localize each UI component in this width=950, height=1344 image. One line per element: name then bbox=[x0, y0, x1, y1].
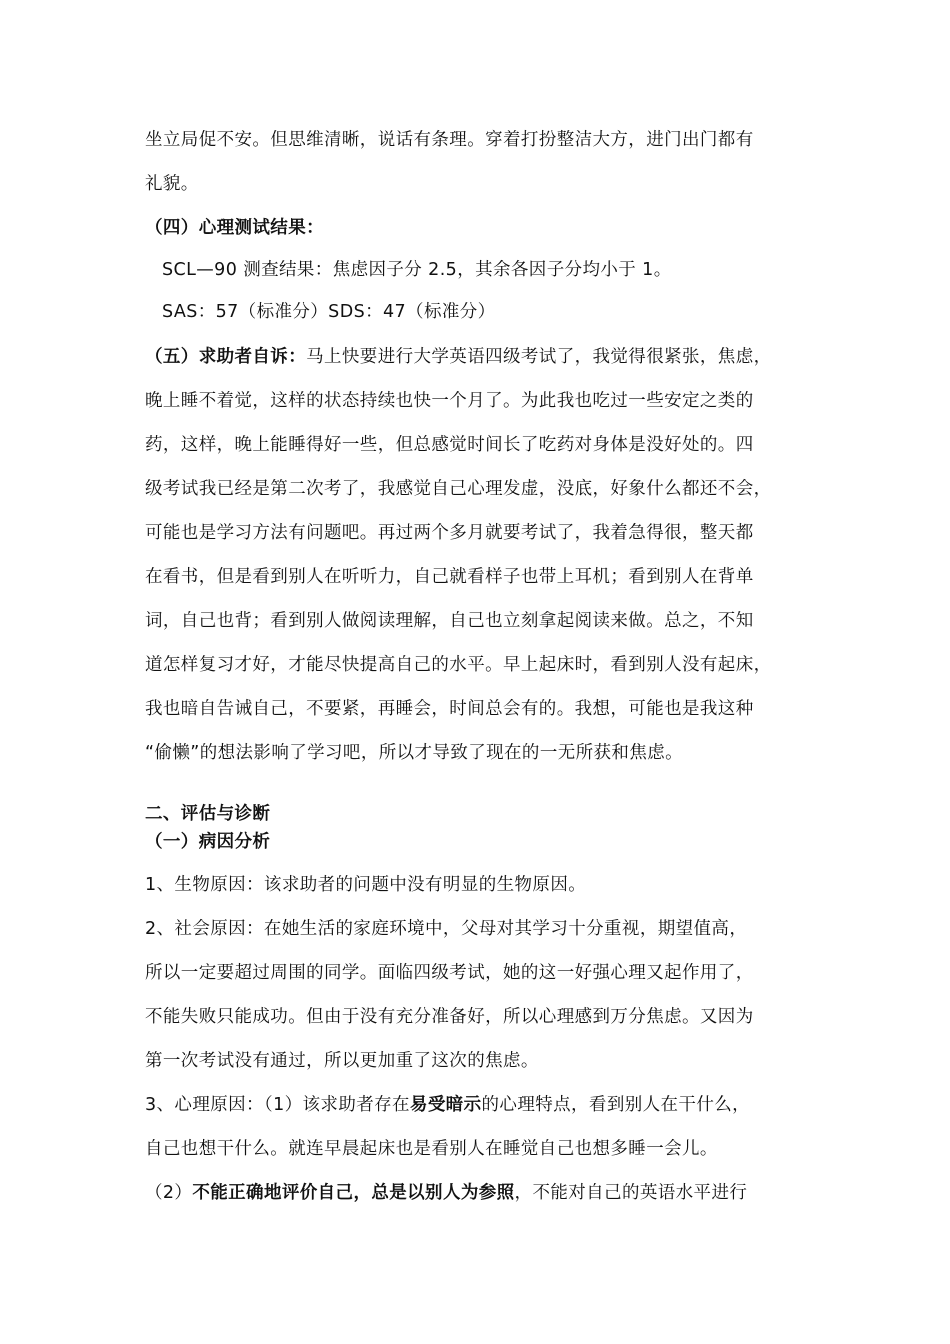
text-run: 礼貌。 bbox=[145, 174, 199, 194]
section-heading bbox=[145, 216, 324, 240]
bold-text-run: （一）病因分析 bbox=[145, 832, 271, 852]
test-result-line bbox=[162, 300, 496, 324]
text-run: 道怎样复习才好，才能尽快提高自己的水平。早上起床时，看到别人没有起床， bbox=[145, 655, 772, 675]
text-run: 在看书，但是看到别人在听听力，自己就看样子也带上耳机；看到别人在背单 bbox=[145, 567, 754, 587]
section-heading bbox=[145, 830, 270, 854]
text-run: 级考试我已经是第二次考了，我感觉自己心理发虚，没底，好象什么都还不会， bbox=[145, 479, 772, 499]
text-run: 1、生物原因：该求助者的问题中没有明显的生物原因。 bbox=[145, 875, 587, 895]
bold-text-run: 易受暗示 bbox=[409, 1095, 482, 1115]
paragraph-line bbox=[145, 389, 754, 413]
text-run: 第一次考试没有通过，所以更加重了这次的焦虑。 bbox=[145, 1051, 539, 1071]
chapter-heading bbox=[145, 802, 270, 826]
bold-text-run: （五）求助者自诉： bbox=[145, 347, 307, 367]
text-run: （2） bbox=[145, 1183, 193, 1203]
paragraph-line bbox=[145, 961, 754, 985]
bold-text-run: 不能正确地评价自己，总是以别人为参照 bbox=[192, 1183, 515, 1203]
paragraph-line bbox=[145, 128, 754, 152]
text-run: 坐立局促不安。但思维清晰，说话有条理。穿着打扮整洁大方，进门出门都有 bbox=[145, 130, 754, 150]
text-run: 药，这样，晚上能睡得好一些，但总感觉时间长了吃药对身体是没好处的。四 bbox=[145, 435, 754, 455]
paragraph-line bbox=[145, 873, 586, 897]
paragraph-line bbox=[145, 697, 754, 721]
paragraph-line bbox=[145, 1137, 718, 1161]
paragraph-line bbox=[145, 741, 683, 765]
text-run: 不能失败只能成功。但由于没有充分准备好，所以心理感到万分焦虑。又因为 bbox=[145, 1007, 754, 1027]
paragraph-line bbox=[145, 1093, 750, 1117]
text-run: SAS：57（标准分）SDS：47（标准分） bbox=[162, 302, 496, 322]
text-run: 词，自己也背；看到别人做阅读理解，自己也立刻拿起阅读来做。总之，不知 bbox=[145, 611, 754, 631]
text-run: 马上快要进行大学英语四级考试了，我觉得很紧张，焦虑， bbox=[306, 347, 772, 367]
text-run: 晚上睡不着觉，这样的状态持续也快一个月了。为此我也吃过一些安定之类的 bbox=[145, 391, 754, 411]
paragraph-line bbox=[145, 1005, 754, 1029]
text-run: 可能也是学习方法有问题吧。再过两个多月就要考试了，我着急得很，整天都 bbox=[145, 523, 754, 543]
text-run: ，不能对自己的英语水平进行 bbox=[514, 1183, 748, 1203]
paragraph-line bbox=[145, 345, 772, 369]
paragraph-line bbox=[145, 917, 747, 941]
bold-text-run: （四）心理测试结果： bbox=[145, 218, 324, 238]
paragraph-line bbox=[145, 653, 772, 677]
paragraph-line bbox=[145, 433, 754, 457]
paragraph-line bbox=[145, 521, 754, 545]
text-run: SCL—90 测查结果：焦虑因子分 2.5，其余各因子分均小于 1。 bbox=[162, 260, 672, 280]
paragraph-line bbox=[145, 172, 199, 196]
text-run: 的心理特点，看到别人在干什么， bbox=[481, 1095, 751, 1115]
bold-text-run: 二、评估与诊断 bbox=[145, 804, 271, 824]
paragraph-line bbox=[145, 565, 754, 589]
test-result-line bbox=[162, 258, 672, 282]
paragraph-line bbox=[145, 1049, 539, 1073]
text-run: 2、社会原因：在她生活的家庭环境中，父母对其学习十分重视，期望值高， bbox=[145, 919, 748, 939]
text-run: 自己也想干什么。就连早晨起床也是看别人在睡觉自己也想多睡一会儿。 bbox=[145, 1139, 718, 1159]
paragraph-line bbox=[145, 609, 754, 633]
text-run: “偷懒”的想法影响了学习吧，所以才导致了现在的一无所获和焦虑。 bbox=[145, 743, 684, 763]
paragraph-line bbox=[145, 477, 772, 501]
text-run: 所以一定要超过周围的同学。面临四级考试，她的这一好强心理又起作用了， bbox=[145, 963, 754, 983]
paragraph-line bbox=[145, 1181, 747, 1205]
text-run: 3、心理原因：（1）该求助者存在 bbox=[145, 1095, 410, 1115]
text-run: 我也暗自告诫自己，不要紧，再睡会，时间总会有的。我想，可能也是我这种 bbox=[145, 699, 754, 719]
